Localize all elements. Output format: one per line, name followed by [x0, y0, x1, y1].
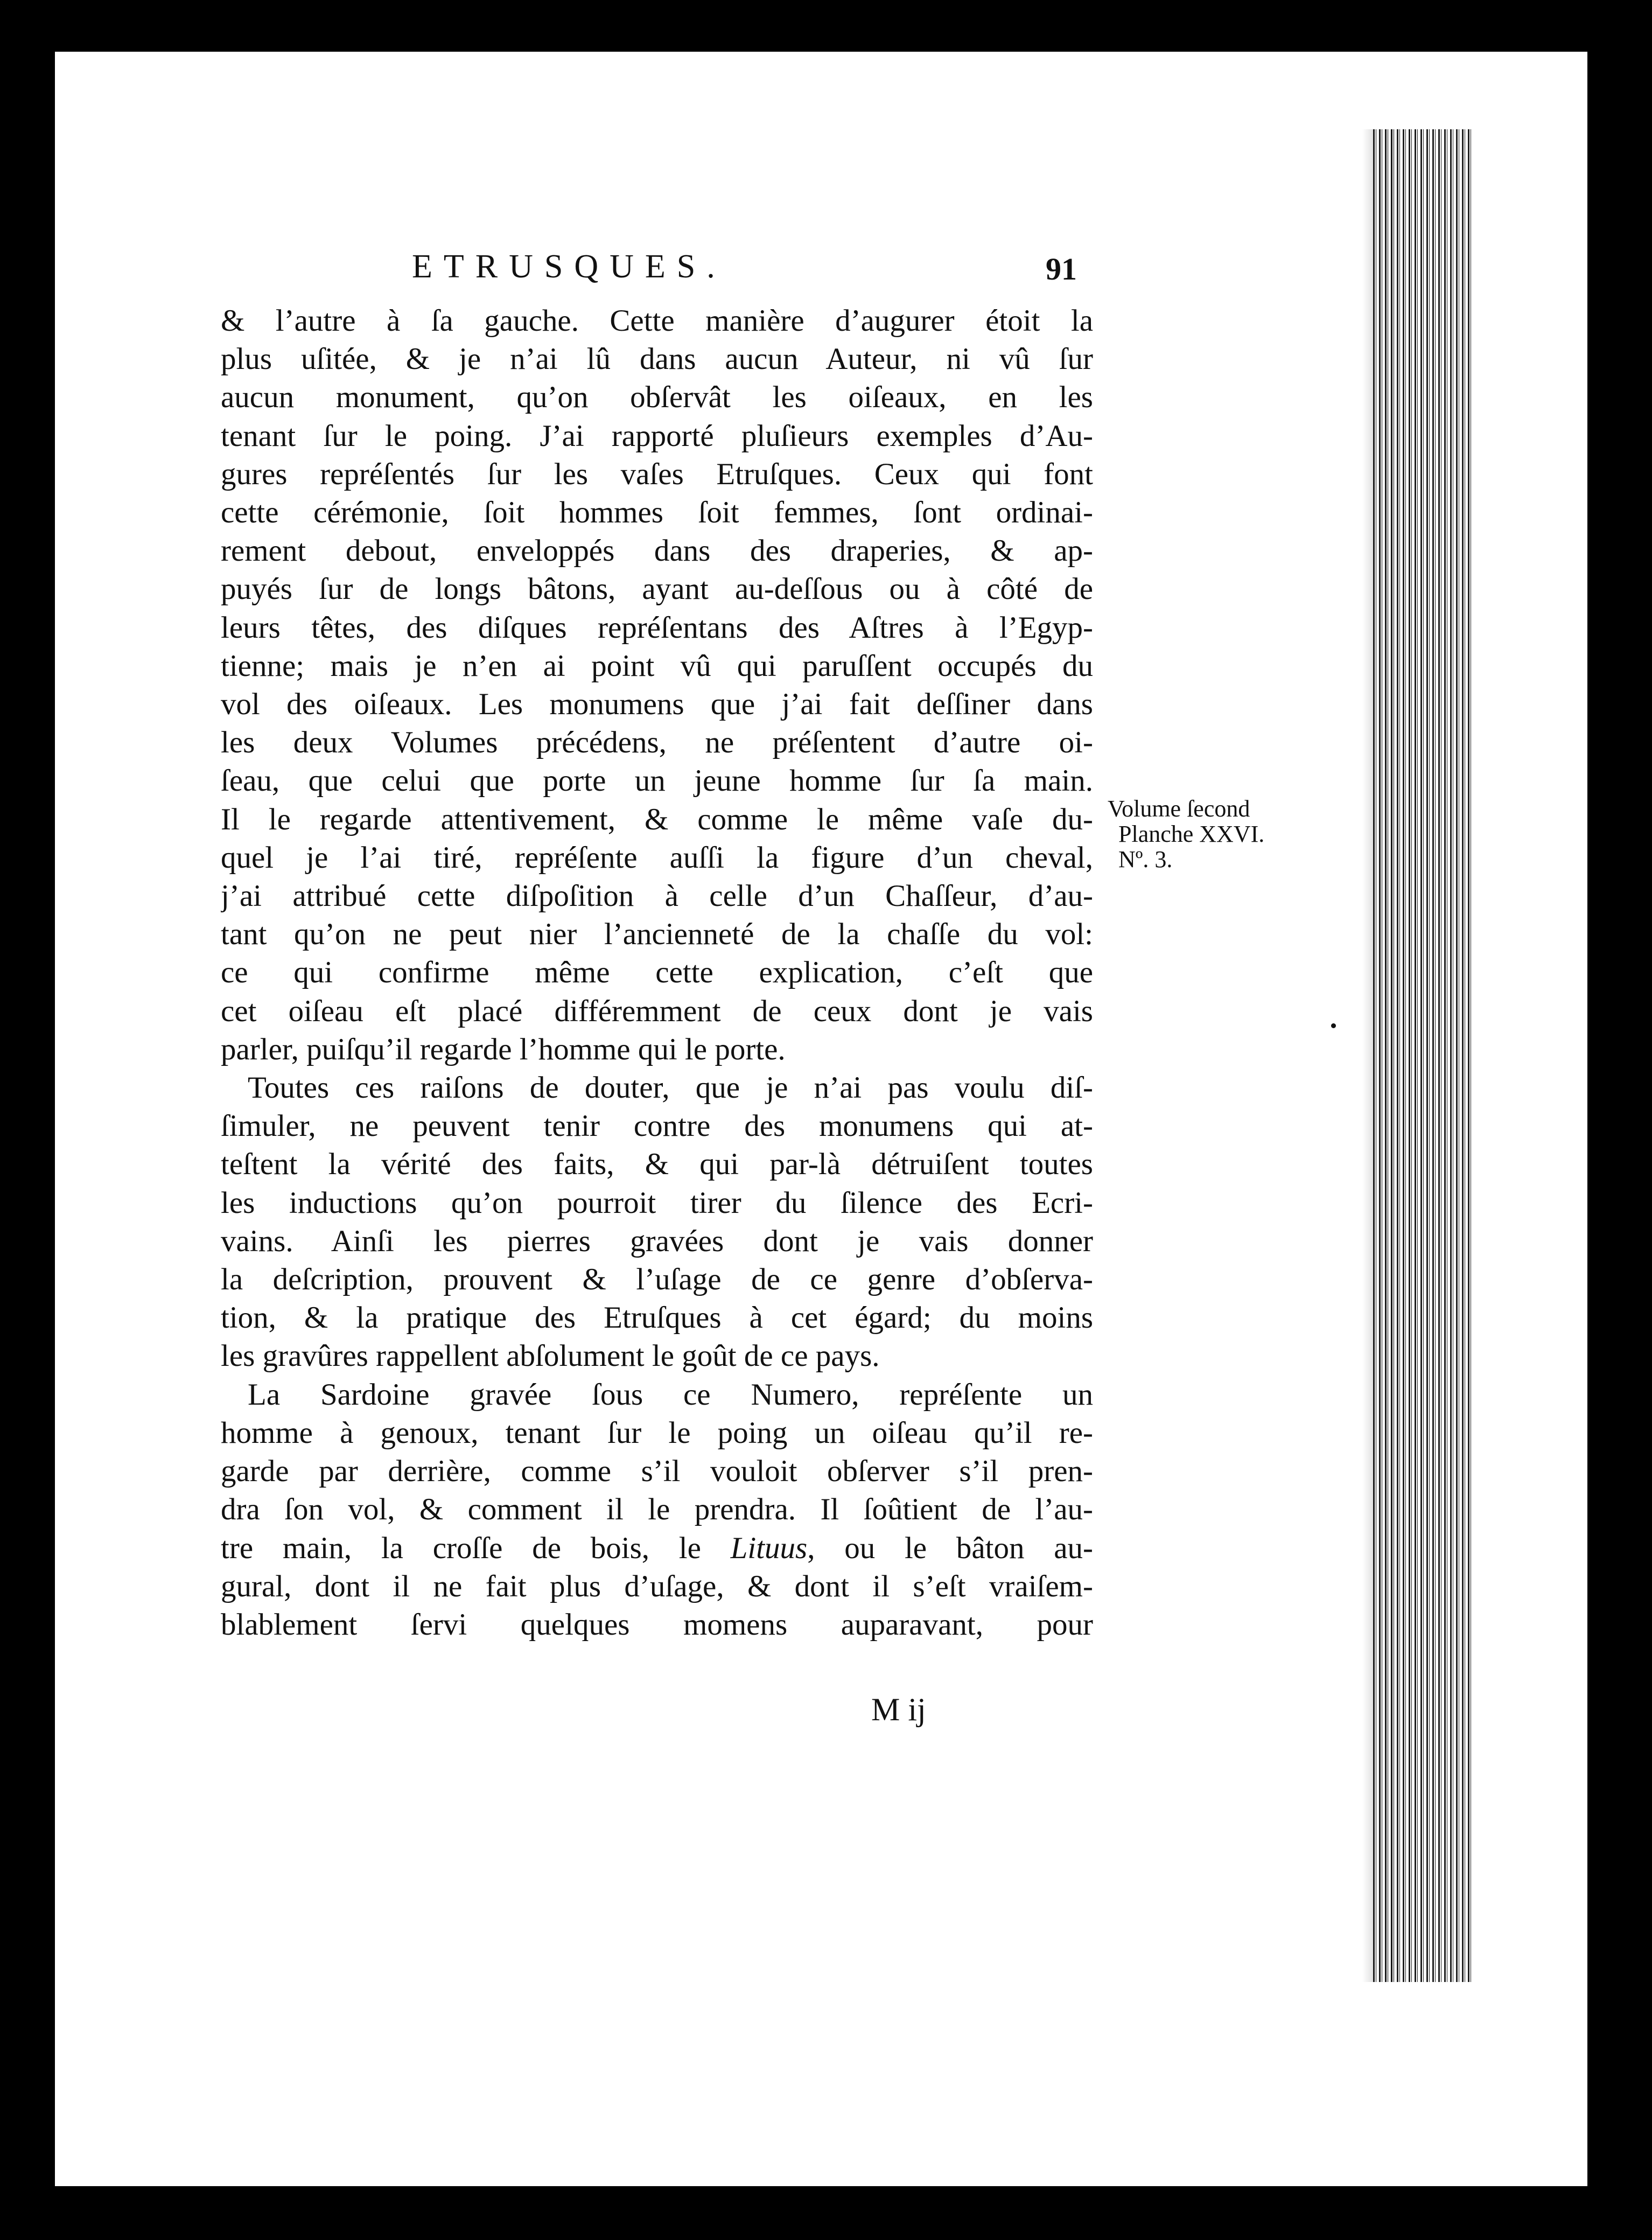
page-edge-binding	[1373, 129, 1473, 1982]
text-line: dra ſon vol, & comment il le prendra. Il ſoûtient de l’au-	[221, 1492, 1093, 1527]
text-line: j’ai attribué cette diſpoſition à celle d’un Chaſſeur, d’au-	[221, 879, 1093, 913]
text-line: vains. Ainſi les pierres gravées dont je vais donner	[221, 1224, 1093, 1258]
body-text	[221, 302, 1093, 1644]
text-segment: , ou le bâton au-	[807, 1531, 1093, 1565]
signature-mark: M ij	[871, 1692, 926, 1727]
text-line: tion, & la pratique des Etruſques à cet égard; du moins	[221, 1301, 1093, 1335]
text-line: ſimuler, ne peuvent tenir contre des monumens qui at-	[221, 1109, 1093, 1143]
margin-note-line: Nº. 3.	[1118, 846, 1173, 873]
running-head-title: ETRUSQUES.	[412, 248, 726, 285]
text-line: tant qu’on ne peut nier l’ancienneté de la chaſſe du vol:	[221, 917, 1093, 952]
text-line: les gravûres rappellent abſolument le goût de ce pays.	[221, 1339, 880, 1373]
text-line: tenant ſur le poing. J’ai rapporté pluſieurs exemples d’Au-	[221, 418, 1093, 453]
text-line: puyés ſur de longs bâtons, ayant au-deſſous ou à côté de	[221, 572, 1093, 606]
text-line: La Sardoine gravée ſous ce Numero, repréſente un	[248, 1377, 1093, 1412]
margin-note-line: Volume ſecond	[1108, 795, 1250, 822]
text-line: les inductions qu’on pourroit tirer du ſilence des Ecri-	[221, 1185, 1093, 1220]
margin-note-line: Planche XXVI.	[1118, 821, 1265, 847]
page-number: 91	[1046, 252, 1077, 287]
text-line: blablement ſervi quelques momens auparavant, pour	[221, 1607, 1093, 1642]
text-line: & l’autre à ſa gauche. Cette manière d’augurer étoit la	[221, 304, 1093, 338]
text-line	[221, 1529, 1093, 1567]
text-line: leurs têtes, des diſques repréſentans des Aſtres à l’Egyp-	[221, 610, 1093, 645]
text-line: tienne; mais je n’en ai point vû qui paruſſent occupés du	[221, 648, 1093, 683]
text-line: gures repréſentés ſur les vaſes Etruſques. Ceux qui font	[221, 457, 1093, 491]
text-line: aucun monument, qu’on obſervât les oiſeaux, en les	[221, 380, 1093, 415]
text-line: teſtent la vérité des faits, & qui par-là détruiſent toutes	[221, 1147, 1093, 1182]
text-line: la deſcription, prouvent & l’uſage de ce genre d’obſerva-	[221, 1262, 1093, 1297]
running-head	[0, 248, 1652, 291]
text-line: garde par derrière, comme s’il vouloit obſerver s’il pren-	[221, 1454, 1093, 1489]
text-line: Il le regarde attentivement, & comme le même vaſe du-	[221, 802, 1093, 836]
text-line: homme à genoux, tenant ſur le poing un oiſeau qu’il re-	[221, 1415, 1093, 1450]
ink-dot	[1331, 1023, 1336, 1028]
text-line: vol des oiſeaux. Les monumens que j’ai fait deſſiner dans	[221, 687, 1093, 722]
text-segment: tre main, la croſſe de bois, le	[221, 1531, 731, 1565]
text-line: parler, puiſqu’il regarde l’homme qui le porte.	[221, 1032, 786, 1066]
text-line: plus uſitée, & je n’ai lû dans aucun Auteur, ni vû ſur	[221, 342, 1093, 376]
text-line: quel je l’ai tiré, repréſente auſſi la figure d’un cheval,	[221, 840, 1093, 875]
margin-note	[1108, 796, 1264, 872]
text-line: gural, dont il ne fait plus d’uſage, & dont il s’eſt vraiſem-	[221, 1569, 1093, 1603]
text-line: ſeau, que celui que porte un jeune homme ſur ſa main.	[221, 764, 1093, 798]
italic-word: Lituus	[730, 1531, 808, 1565]
text-line: ce qui confirme même cette explication, c’eſt que	[221, 955, 1093, 990]
text-line: cette cérémonie, ſoit hommes ſoit femmes, ſont ordinai-	[221, 496, 1093, 530]
text-line: cet oiſeau eſt placé différemment de ceux dont je vais	[221, 994, 1093, 1028]
text-line: les deux Volumes précédens, ne préſentent d’autre oi-	[221, 725, 1093, 760]
text-line: Toutes ces raiſons de douter, que je n’ai pas voulu diſ-	[248, 1071, 1093, 1105]
text-line: rement debout, enveloppés dans des draperies, & ap-	[221, 534, 1093, 568]
